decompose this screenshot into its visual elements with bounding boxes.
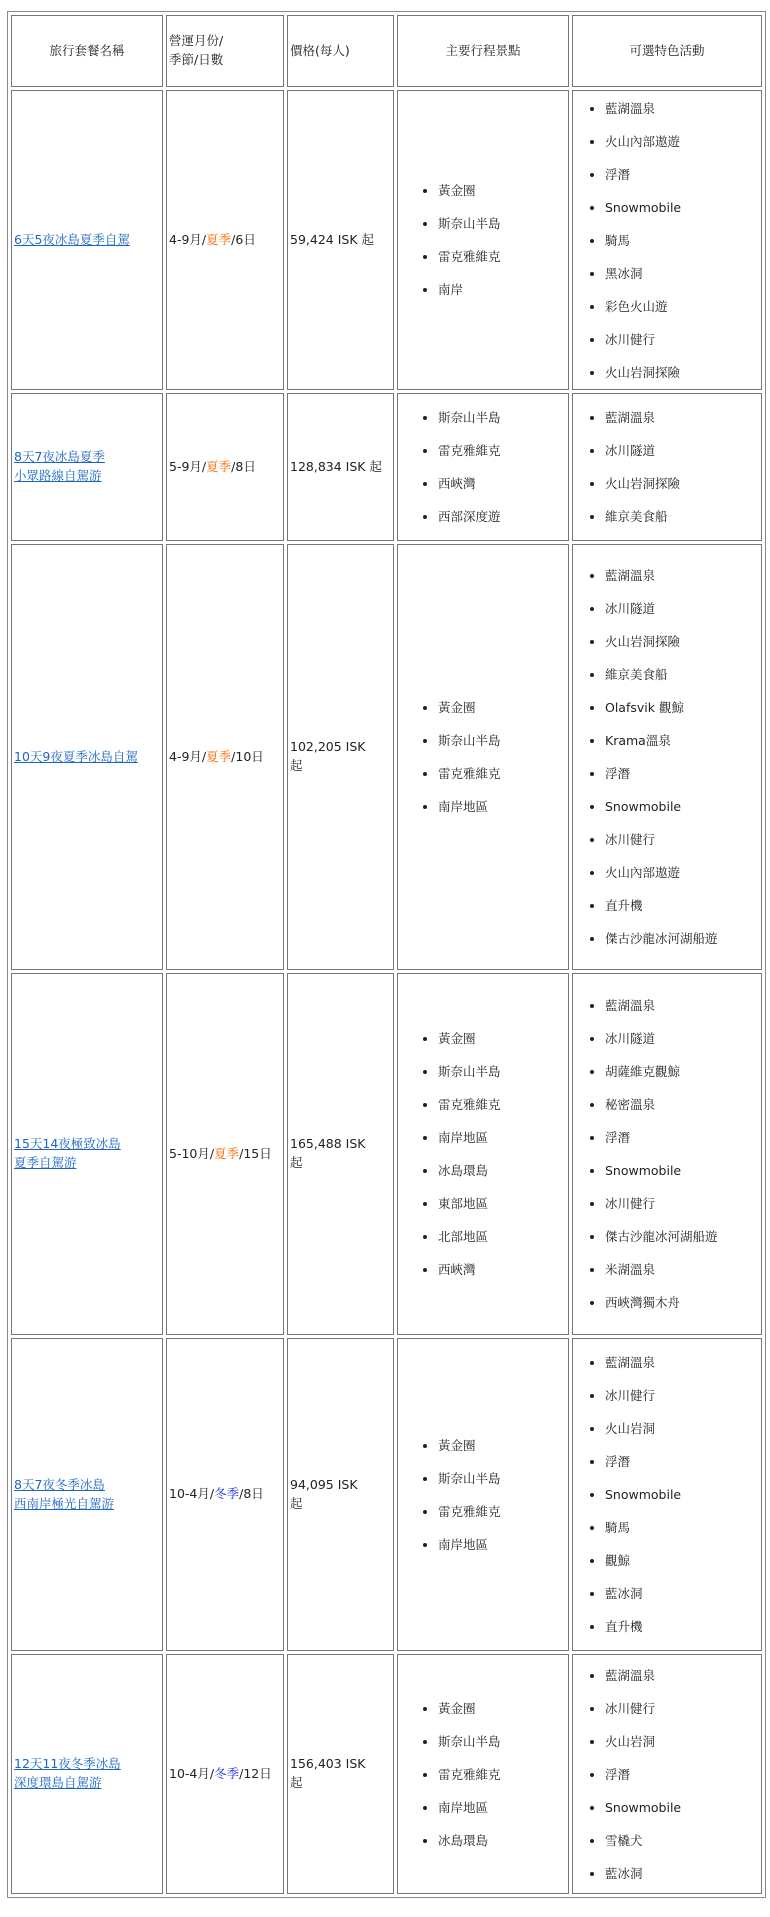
price-line1: 59,424 ISK 起	[290, 231, 375, 247]
package-link[interactable]	[14, 749, 138, 764]
header-season-line1: 營運月份/	[169, 33, 224, 49]
package-name-line1: 8天7夜冬季冰島	[14, 1476, 105, 1492]
list-item: • 藍湖溫泉	[605, 401, 759, 434]
list-item: • 斯奈山半島	[438, 207, 566, 240]
list-item: • 火山內部遨遊	[605, 856, 759, 889]
list-item: • 雷克雅維克	[438, 1758, 566, 1791]
list-item: • 藍冰洞	[605, 1577, 759, 1610]
package-name-line2: 小眾路線自駕游	[14, 468, 102, 483]
season-cell	[166, 544, 284, 970]
days: /12日	[239, 1765, 272, 1781]
table-row	[11, 973, 762, 1335]
list-item: • 冰川健行	[605, 1379, 759, 1412]
list-item: • 黃金圈	[438, 1429, 566, 1462]
list-item: • 傑古沙龍冰河湖船遊	[605, 1220, 759, 1253]
spots-list	[400, 1429, 566, 1561]
list-item: • 浮潛	[605, 158, 759, 191]
package-name-line2: 夏季自駕游	[14, 1155, 77, 1170]
list-item: • 南岸	[438, 273, 566, 306]
list-item: • 火山岩洞	[605, 1412, 759, 1445]
price-line1: 94,095 ISK	[290, 1476, 358, 1492]
days: /8日	[239, 1486, 264, 1502]
list-item: • 火山岩洞探險	[605, 356, 759, 389]
spots-list	[400, 1692, 566, 1857]
main-spots-cell	[397, 393, 569, 541]
package-link[interactable]	[14, 449, 105, 483]
spots-list	[400, 174, 566, 306]
header-season-line2: 季節/日數	[169, 52, 224, 67]
list-item: • Snowmobile	[605, 191, 759, 224]
activities-list	[575, 559, 759, 955]
list-item: • 冰川健行	[605, 1187, 759, 1220]
table-row	[11, 544, 762, 970]
price-line2: 起	[290, 1495, 303, 1511]
list-item: • 火山岩洞探險	[605, 625, 759, 658]
header-row	[11, 15, 762, 87]
package-name-line1: 15天14夜極致冰島	[14, 1136, 121, 1152]
package-name-cell	[11, 393, 163, 541]
list-item: • 冰川隧道	[605, 1022, 759, 1055]
package-name-cell	[11, 544, 163, 970]
list-item: • 冰川健行	[605, 1692, 759, 1725]
list-item: • 浮潛	[605, 1445, 759, 1478]
list-item: • 胡薩維克觀鯨	[605, 1055, 759, 1088]
days: /10日	[231, 748, 264, 764]
list-item: • 騎馬	[605, 1511, 759, 1544]
activities-cell	[572, 973, 762, 1335]
list-item: • 黃金圈	[438, 1692, 566, 1725]
list-item: • 南岸地區	[438, 1528, 566, 1561]
list-item: • 斯奈山半島	[438, 1055, 566, 1088]
list-item: • 冰川隧道	[605, 434, 759, 467]
list-item: • 黃金圈	[438, 691, 566, 724]
list-item: • 秘密溫泉	[605, 1088, 759, 1121]
spots-list	[400, 1022, 566, 1286]
list-item: • 南岸地區	[438, 790, 566, 823]
list-item: • 雷克雅維克	[438, 240, 566, 273]
list-item: • 冰川隧道	[605, 592, 759, 625]
months: 10-4月/	[169, 1765, 215, 1781]
season-label: 夏季	[206, 231, 232, 247]
activities-cell	[572, 90, 762, 390]
list-item: • 西峽灣	[438, 1253, 566, 1286]
price-line1: 102,205 ISK	[290, 739, 366, 755]
list-item: • 冰川健行	[605, 823, 759, 856]
list-item: • 藍湖溫泉	[605, 92, 759, 125]
months: 4-9月/	[169, 748, 207, 764]
package-name-cell	[11, 1654, 163, 1894]
main-spots-cell	[397, 90, 569, 390]
price-line1: 165,488 ISK	[290, 1136, 366, 1152]
table-row	[11, 393, 762, 541]
price-line2: 起	[290, 758, 303, 773]
season-label: 夏季	[206, 458, 232, 474]
activities-list	[575, 92, 759, 389]
list-item: • 維京美食船	[605, 658, 759, 691]
list-item: • 冰島環島	[438, 1154, 566, 1187]
list-item: • 南岸地區	[438, 1791, 566, 1824]
list-item: • Snowmobile	[605, 1154, 759, 1187]
tour-packages-table	[7, 11, 766, 1898]
package-link[interactable]	[14, 1477, 114, 1511]
main-spots-cell	[397, 973, 569, 1335]
activities-cell	[572, 393, 762, 541]
list-item: • 浮潛	[605, 1121, 759, 1154]
header-season	[166, 15, 284, 87]
list-item: • 雷克雅維克	[438, 434, 566, 467]
price-line2: 起	[290, 1155, 303, 1170]
list-item: • 西峽灣	[438, 467, 566, 500]
months: 5-10月/	[169, 1145, 215, 1161]
main-spots-cell	[397, 1654, 569, 1894]
list-item: • 騎馬	[605, 224, 759, 257]
list-item: • 黃金圈	[438, 174, 566, 207]
list-item: • 直升機	[605, 889, 759, 922]
list-item: • 雪橇犬	[605, 1824, 759, 1857]
table-row	[11, 90, 762, 390]
package-name-line1: 6天5夜冰島夏季自駕	[14, 231, 130, 247]
list-item: • 火山岩洞探險	[605, 467, 759, 500]
main-spots-cell	[397, 544, 569, 970]
list-item: • 雷克雅維克	[438, 1495, 566, 1528]
activities-list	[575, 989, 759, 1319]
list-item: • Snowmobile	[605, 790, 759, 823]
header-activities: 可選特色活動	[572, 15, 762, 87]
season-label: 冬季	[214, 1486, 240, 1502]
price-cell	[287, 1654, 394, 1894]
list-item: • Olafsvik 觀鯨	[605, 691, 759, 724]
season-label: 冬季	[214, 1765, 240, 1781]
season-cell	[166, 90, 284, 390]
list-item: • 藍湖溫泉	[605, 989, 759, 1022]
price-cell	[287, 1338, 394, 1651]
package-link[interactable]	[14, 232, 130, 247]
months: 5-9月/	[169, 458, 207, 474]
list-item: • 冰島環島	[438, 1824, 566, 1857]
table-row	[11, 1338, 762, 1651]
activities-list	[575, 1659, 759, 1890]
days: /15日	[239, 1145, 272, 1161]
activities-cell	[572, 1654, 762, 1894]
list-item: • 雷克雅維克	[438, 1088, 566, 1121]
spots-list	[400, 691, 566, 823]
price-cell	[287, 90, 394, 390]
price-line1: 156,403 ISK	[290, 1756, 366, 1772]
list-item: • 維京美食船	[605, 500, 759, 533]
list-item: • 彩色火山遊	[605, 290, 759, 323]
package-name-cell	[11, 973, 163, 1335]
days: /8日	[231, 458, 256, 474]
list-item: • 浮潛	[605, 1758, 759, 1791]
package-name-line1: 8天7夜冰島夏季	[14, 449, 105, 465]
package-name-line1: 12天11夜冬季冰島	[14, 1756, 121, 1772]
list-item: • 藍湖溫泉	[605, 1346, 759, 1379]
list-item: • 北部地區	[438, 1220, 566, 1253]
list-item: • 南岸地區	[438, 1121, 566, 1154]
package-name-cell	[11, 90, 163, 390]
list-item: • 藍湖溫泉	[605, 1659, 759, 1692]
header-main-spots: 主要行程景點	[397, 15, 569, 87]
main-spots-cell	[397, 1338, 569, 1651]
list-item: • 斯奈山半島	[438, 1462, 566, 1495]
package-name-line2: 西南岸極光自駕游	[14, 1495, 115, 1511]
price-cell	[287, 544, 394, 970]
list-item: • 斯奈山半島	[438, 724, 566, 757]
package-link[interactable]	[14, 1136, 121, 1170]
activities-list	[575, 1346, 759, 1643]
list-item: • 雷克雅維克	[438, 757, 566, 790]
price-line1: 128,834 ISK 起	[290, 458, 382, 474]
season-label: 夏季	[206, 748, 232, 764]
package-name-cell	[11, 1338, 163, 1651]
list-item: • 斯奈山半島	[438, 1725, 566, 1758]
list-item: • 藍冰洞	[605, 1857, 759, 1890]
list-item: • Snowmobile	[605, 1791, 759, 1824]
list-item: • 火山岩洞	[605, 1725, 759, 1758]
table-row	[11, 1654, 762, 1894]
list-item: • 斯奈山半島	[438, 401, 566, 434]
months: 4-9月/	[169, 231, 207, 247]
list-item: • 西部深度遊	[438, 500, 566, 533]
activities-list	[575, 401, 759, 533]
list-item: • 火山內部遨遊	[605, 125, 759, 158]
activities-cell	[572, 544, 762, 970]
list-item: • 浮潛	[605, 757, 759, 790]
season-cell	[166, 973, 284, 1335]
list-item: • 冰川健行	[605, 323, 759, 356]
months: 10-4月/	[169, 1486, 215, 1502]
spots-list	[400, 401, 566, 533]
package-link[interactable]	[14, 1756, 121, 1790]
list-item: • 觀鯨	[605, 1544, 759, 1577]
list-item: • 米湖溫泉	[605, 1253, 759, 1286]
season-cell	[166, 393, 284, 541]
season-cell	[166, 1338, 284, 1651]
season-label: 夏季	[214, 1145, 240, 1161]
list-item: • Krama溫泉	[605, 724, 759, 757]
list-item: • 東部地區	[438, 1187, 566, 1220]
header-package-name: 旅行套餐名稱	[11, 15, 163, 87]
activities-cell	[572, 1338, 762, 1651]
price-cell	[287, 393, 394, 541]
list-item: • 黑冰洞	[605, 257, 759, 290]
package-name-line2: 深度環島自駕游	[14, 1775, 102, 1790]
days: /6日	[231, 231, 256, 247]
list-item: • 西峽灣獨木舟	[605, 1286, 759, 1319]
list-item: • Snowmobile	[605, 1478, 759, 1511]
list-item: • 直升機	[605, 1610, 759, 1643]
package-name-line1: 10天9夜夏季冰島自駕	[14, 748, 138, 764]
price-line2: 起	[290, 1775, 303, 1790]
price-cell	[287, 973, 394, 1335]
season-cell	[166, 1654, 284, 1894]
list-item: • 藍湖溫泉	[605, 559, 759, 592]
list-item: • 傑古沙龍冰河湖船遊	[605, 922, 759, 955]
list-item: • 黃金圈	[438, 1022, 566, 1055]
header-price: 價格(每人)	[287, 15, 394, 87]
